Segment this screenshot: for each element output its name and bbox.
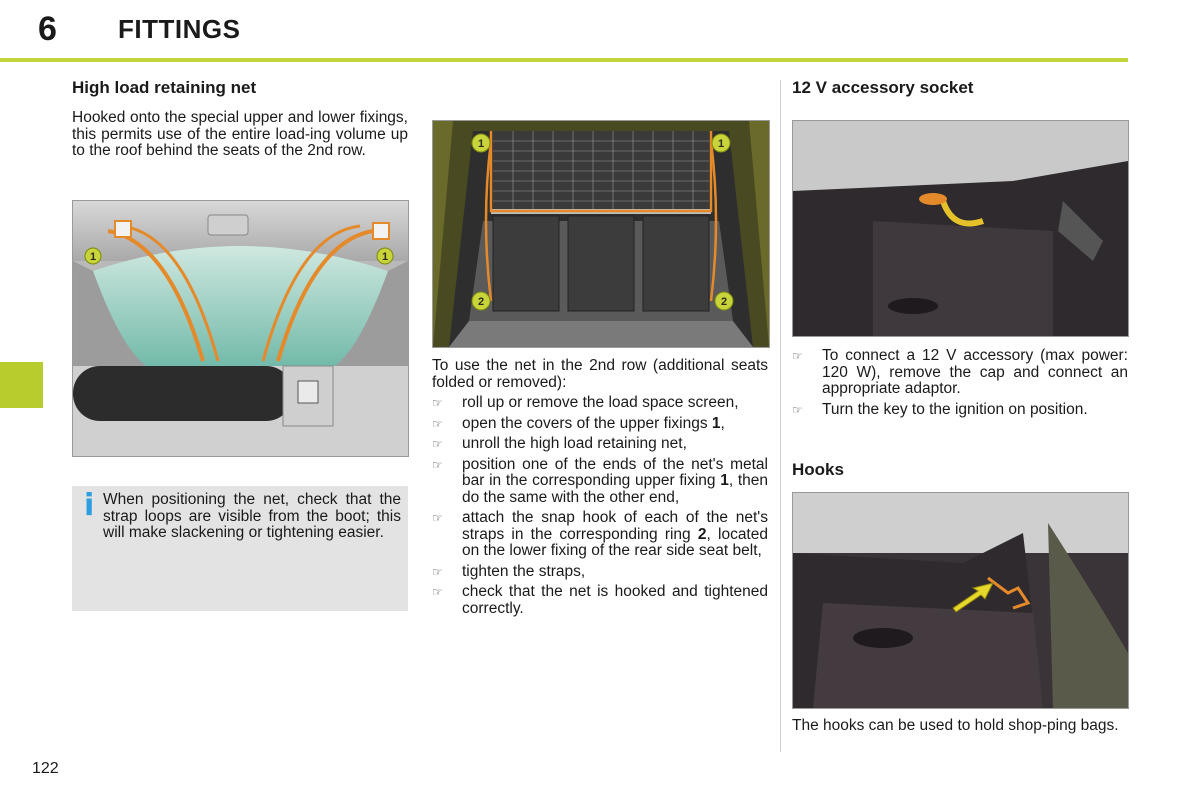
column-divider <box>780 80 781 752</box>
net-step-5: ☞ attach the snap hook of each of the net's straps in the corresponding ring 2, located on the lower fixing of the rear side seat belt, <box>432 509 768 559</box>
pointing-hand-icon: ☞ <box>432 437 443 451</box>
pointing-hand-icon: ☞ <box>432 396 443 410</box>
net-step-1: ☞ roll up or remove the load space screen, <box>432 394 739 411</box>
info-text: When positioning the net, check that the strap loops are visible from the boot; this will make slackening or tightening easier. <box>103 491 401 541</box>
hooks-photo <box>792 492 1129 709</box>
net-step-2: ☞ open the covers of the upper fixings 1, <box>432 414 725 432</box>
net-ring-2-badge-left: 2 <box>477 296 485 308</box>
pointing-hand-icon: ☞ <box>792 349 803 363</box>
socket-steps-list <box>792 348 1128 422</box>
fixing-1-badge-left: 1 <box>89 251 97 263</box>
pointing-hand-icon: ☞ <box>432 416 443 431</box>
net-usage-intro: To use the net in the 2nd row (additional seats folded or removed): <box>432 357 768 391</box>
net-steps-list <box>432 395 768 621</box>
pointing-hand-icon: ☞ <box>432 511 443 525</box>
boot-net-photo <box>432 120 770 348</box>
pointing-hand-icon: ☞ <box>432 457 443 472</box>
pointing-hand-icon: ☞ <box>792 402 803 417</box>
hooks-section-title: Hooks <box>792 460 844 479</box>
net-fixing-1-badge-right: 1 <box>717 138 725 150</box>
page-number: 122 <box>32 760 59 777</box>
net-section-title: High load retaining net <box>72 78 257 97</box>
header-rule <box>0 58 1128 62</box>
net-step-4: ☞ position one of the ends of the net's metal bar in the corresponding upper fixing 1, then do the same with the other end, <box>432 455 768 506</box>
socket-section-title: 12 V accessory socket <box>792 78 974 97</box>
socket-step-2: ☞ Turn the key to the ignition on position. <box>792 400 1088 418</box>
net-fixing-1-badge-left: 1 <box>477 138 485 150</box>
hooks-text: The hooks can be used to hold shop-ping bags. <box>792 717 1119 734</box>
pointing-hand-icon: ☞ <box>432 585 443 599</box>
chapter-number: 6 <box>38 10 57 48</box>
net-step-6: ☞ tighten the straps, <box>432 562 586 580</box>
net-step-7: ☞ check that the net is hooked and tightened correctly. <box>432 583 768 617</box>
pointing-hand-icon: ☞ <box>432 564 443 579</box>
info-icon: i <box>84 488 95 523</box>
net-upper-fixings-photo <box>72 200 409 457</box>
net-intro-text: Hooked onto the special upper and lower fixings, this permits use of the entire load-ing volume up to the roof behind the seats of the 2nd row. <box>72 109 408 159</box>
chapter-title: FITTINGS <box>118 14 241 44</box>
net-step-3: ☞ unroll the high load retaining net, <box>432 435 687 452</box>
socket-step-1: ☞ To connect a 12 V accessory (max power: 120 W), remove the cap and connect an appropriate adaptor. <box>792 347 1128 397</box>
chapter-side-tab <box>0 362 43 408</box>
fixing-1-badge-right: 1 <box>381 251 389 263</box>
accessory-socket-photo <box>792 120 1129 337</box>
net-ring-2-badge-right: 2 <box>720 296 728 308</box>
